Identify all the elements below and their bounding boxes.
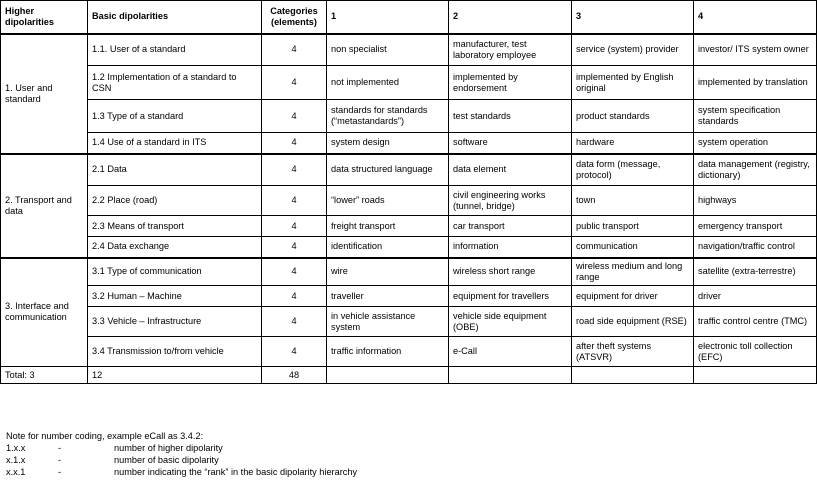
element-4-cell: emergency transport [694,216,817,237]
basic-dipolarity-cell: 2.2 Place (road) [88,186,262,216]
category-count-cell: 4 [262,258,327,286]
category-count-cell: 4 [262,34,327,66]
element-1-cell: traffic information [327,337,449,367]
total-row [1,367,817,384]
table-row [1,307,817,337]
category-count-cell: 4 [262,286,327,307]
element-4-cell: investor/ ITS system owner [694,34,817,66]
category-count-cell: 4 [262,66,327,100]
element-3-cell: after theft systems (ATSVR) [572,337,694,367]
table-row [1,337,817,367]
element-2-cell: e-Call [449,337,572,367]
note-item [6,442,357,454]
category-count-cell: 4 [262,186,327,216]
element-1-cell: traveller [327,286,449,307]
element-3-cell: hardware [572,133,694,154]
note-dash: - [58,443,62,453]
element-4-cell: highways [694,186,817,216]
element-4-cell: data management (registry, dictionary) [694,154,817,186]
element-2-cell: civil engineering works (tunnel, bridge) [449,186,572,216]
note-item [6,466,357,478]
category-count-cell: 4 [262,100,327,133]
total-basic: 12 [88,367,262,384]
header-higher-dipolarities: Higher dipolarities [1,1,88,34]
element-3-cell: road side equipment (RSE) [572,307,694,337]
table-row [1,216,817,237]
element-2-cell: implemented by endorsement [449,66,572,100]
basic-dipolarity-cell: 2.4 Data exchange [88,237,262,258]
table-row [1,286,817,307]
element-3-cell: data form (message, protocol) [572,154,694,186]
element-2-cell: test standards [449,100,572,133]
table-row [1,258,817,286]
higher-dipolarity-cell: 1. User and standard [1,34,88,154]
note-code: 1.x.x [6,443,26,453]
element-4-cell: driver [694,286,817,307]
table-row [1,100,817,133]
header-col-1: 1 [327,1,449,34]
element-1-cell: not implemented [327,66,449,100]
note-code: x.x.1 [6,467,26,477]
element-4-cell: electronic toll collection (EFC) [694,337,817,367]
note-title: Note for number coding, example eCall as 3.4.2: [6,431,204,441]
basic-dipolarity-cell: 1.4 Use of a standard in ITS [88,133,262,154]
element-1-cell: standards for standards (“metastandards”) [327,100,449,133]
element-2-cell: manufacturer, test laboratory employee [449,34,572,66]
basic-dipolarity-cell: 1.1. User of a standard [88,34,262,66]
total-label: Total: 3 [1,367,88,384]
note-code: x.1.x [6,455,26,465]
table-body [1,34,817,367]
element-1-cell: in vehicle assistance system [327,307,449,337]
element-2-cell: data element [449,154,572,186]
total-categories: 48 [262,367,327,384]
header-basic-dipolarities: Basic dipolarities [88,1,262,34]
table-row [1,133,817,154]
basic-dipolarity-cell: 3.4 Transmission to/from vehicle [88,337,262,367]
note-text: number of basic dipolarity [114,455,219,465]
element-3-cell: communication [572,237,694,258]
table-row [1,154,817,186]
element-2-cell: information [449,237,572,258]
element-1-cell: non specialist [327,34,449,66]
higher-dipolarity-cell: 2. Transport and data [1,154,88,258]
table-row [1,237,817,258]
basic-dipolarity-cell: 1.2 Implementation of a standard to CSN [88,66,262,100]
number-coding-note [6,430,357,478]
basic-dipolarity-cell: 3.1 Type of communication [88,258,262,286]
element-2-cell: wireless short range [449,258,572,286]
note-item [6,454,357,466]
element-1-cell: freight transport [327,216,449,237]
header-row [1,1,817,34]
element-3-cell: wireless medium and long range [572,258,694,286]
table-row [1,34,817,66]
category-count-cell: 4 [262,154,327,186]
element-2-cell: car transport [449,216,572,237]
element-4-cell: implemented by translation [694,66,817,100]
header-col-3: 3 [572,1,694,34]
header-categories: Categories (elements) [262,1,327,34]
header-col-4: 4 [694,1,817,34]
basic-dipolarity-cell: 3.2 Human – Machine [88,286,262,307]
header-col-2: 2 [449,1,572,34]
element-4-cell: system operation [694,133,817,154]
category-count-cell: 4 [262,307,327,337]
element-1-cell: wire [327,258,449,286]
basic-dipolarity-cell: 2.3 Means of transport [88,216,262,237]
total-empty-cell [449,367,572,384]
element-1-cell: “lower” roads [327,186,449,216]
element-4-cell: satellite (extra-terrestre) [694,258,817,286]
category-count-cell: 4 [262,337,327,367]
note-dash: - [58,455,62,465]
note-text: number of higher dipolarity [114,443,223,453]
basic-dipolarity-cell: 2.1 Data [88,154,262,186]
element-2-cell: vehicle side equipment (OBE) [449,307,572,337]
element-4-cell: traffic control centre (TMC) [694,307,817,337]
element-4-cell: navigation/traffic control [694,237,817,258]
element-3-cell: service (system) provider [572,34,694,66]
element-3-cell: public transport [572,216,694,237]
element-3-cell: town [572,186,694,216]
element-2-cell: software [449,133,572,154]
element-1-cell: identification [327,237,449,258]
element-2-cell: equipment for travellers [449,286,572,307]
element-3-cell: implemented by English original [572,66,694,100]
table-row [1,66,817,100]
note-dash: - [58,467,62,477]
element-3-cell: product standards [572,100,694,133]
basic-dipolarity-cell: 3.3 Vehicle – Infrastructure [88,307,262,337]
category-count-cell: 4 [262,216,327,237]
basic-dipolarity-cell: 1.3 Type of a standard [88,100,262,133]
higher-dipolarity-cell: 3. Interface and communication [1,258,88,367]
note-text: number indicating the “rank” in the basic dipolarity hierarchy [114,467,358,477]
total-empty-cell [694,367,817,384]
element-3-cell: equipment for driver [572,286,694,307]
category-count-cell: 4 [262,133,327,154]
note-items [6,442,357,478]
element-1-cell: system design [327,133,449,154]
total-empty-cell [572,367,694,384]
total-empty-cell [327,367,449,384]
table-row [1,186,817,216]
element-4-cell: system specification standards [694,100,817,133]
category-count-cell: 4 [262,237,327,258]
element-1-cell: data structured language [327,154,449,186]
